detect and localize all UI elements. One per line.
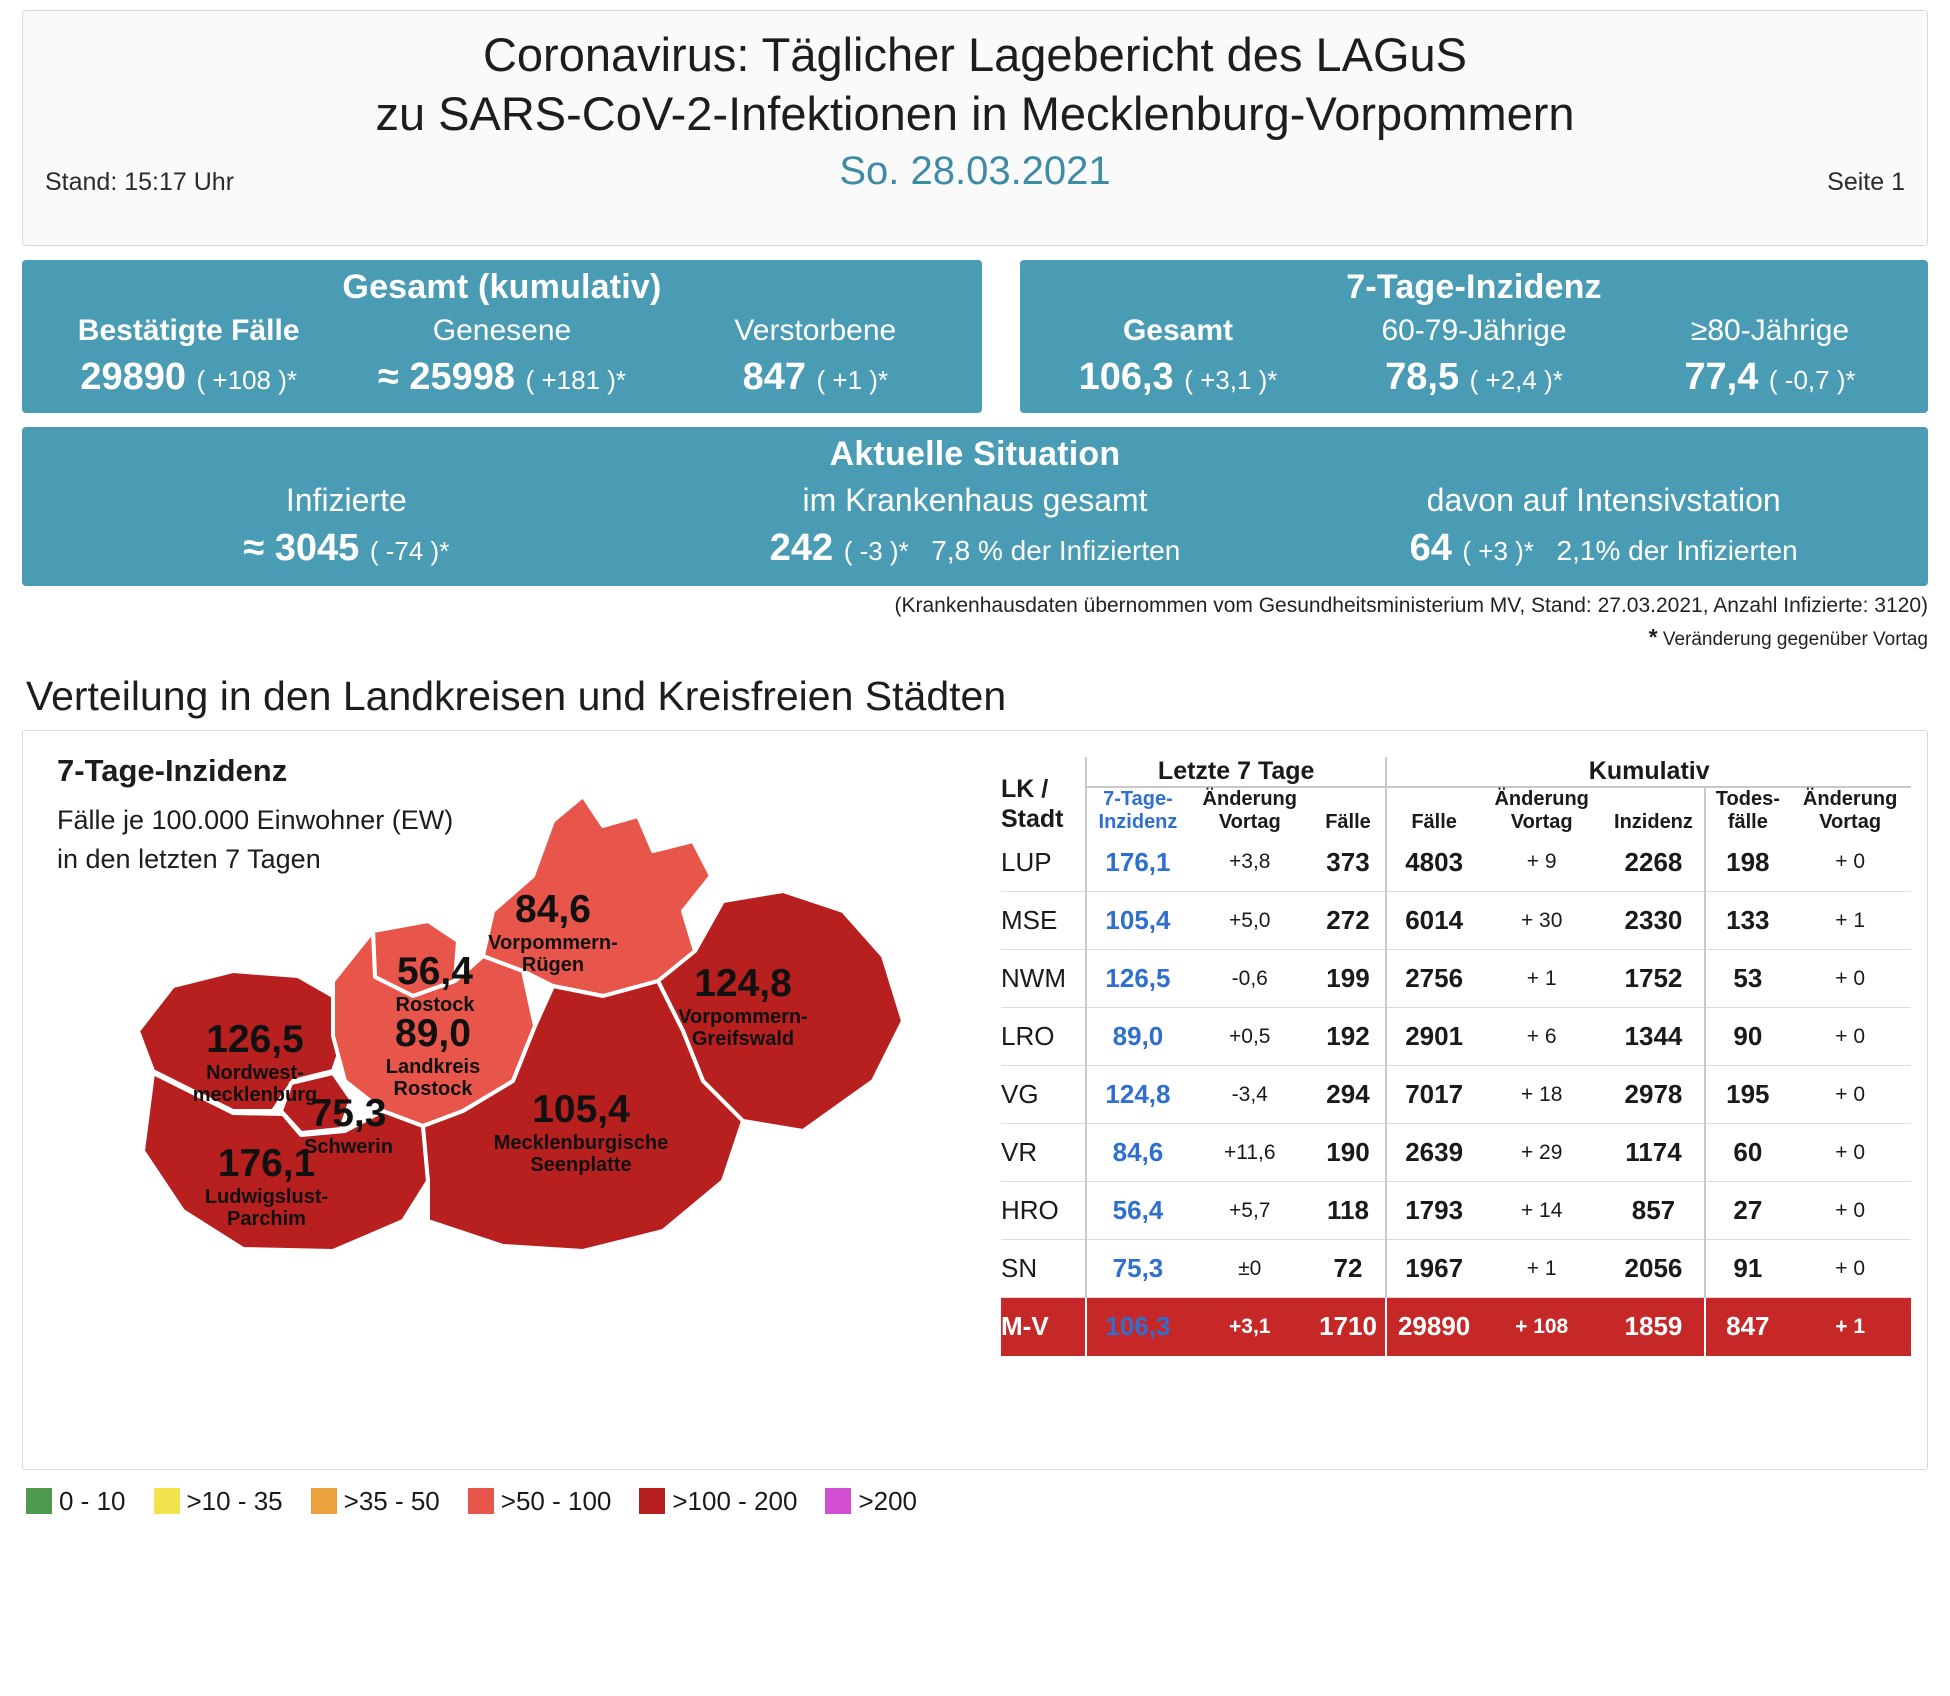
panel-aktuelle-situation <box>22 427 1928 586</box>
stat-label: Gesamt <box>1122 314 1234 347</box>
cell-delta2: + 29 <box>1520 1140 1563 1164</box>
cell-faelle-kum: 2639 <box>1386 1124 1480 1182</box>
table-row[interactable] <box>1001 1240 1911 1298</box>
cell-delta3: + 0 <box>1835 966 1866 990</box>
cell-todesfaelle: 195 <box>1705 1066 1789 1124</box>
map-label-name: Rostock <box>395 994 475 1017</box>
cell-faelle-kum: 29890 <box>1386 1298 1480 1356</box>
map-legend-sub-line2: in den letzten 7 Tagen <box>57 843 321 874</box>
cell-lk: VR <box>1001 1137 1038 1167</box>
cell-delta1: +3,1 <box>1189 1298 1311 1356</box>
map-panel <box>23 731 983 1469</box>
cell-faelle7: 199 <box>1326 963 1370 993</box>
stat-delta: ( +2,4 )* <box>1469 364 1563 395</box>
stat-label: Bestätigte Fälle <box>77 314 300 347</box>
cell-lk: SN <box>1001 1253 1038 1283</box>
cell-todesfaelle: 27 <box>1705 1182 1789 1240</box>
cell-delta1: +5,0 <box>1229 908 1271 932</box>
stat-delta: ( -74 )* <box>369 535 450 566</box>
map-label-name: Landkreis Rostock <box>385 1056 481 1101</box>
map-label-name: Nordwest- mecklenburg <box>192 1062 318 1107</box>
cell-lk: MSE <box>1001 905 1058 935</box>
footnote-asterisk <box>22 624 1928 651</box>
legend-item-1 <box>154 1486 283 1517</box>
stat-delta: ( +3 )* <box>1462 535 1534 566</box>
table-row[interactable] <box>1001 834 1911 892</box>
legend-swatch-icon <box>639 1488 665 1514</box>
stat-label: 60-79-Jährige <box>1381 314 1567 347</box>
cell-delta2: + 108 <box>1481 1298 1603 1356</box>
map-label-value: 105,4 <box>532 1087 630 1131</box>
cell-delta3: + 0 <box>1835 1198 1866 1222</box>
cell-inzidenz7: 176,1 <box>1086 834 1189 892</box>
cell-lk: LUP <box>1001 846 1052 877</box>
stat-value-wrap <box>659 356 972 399</box>
col-header-faelle-7t: Fälle <box>1325 810 1371 833</box>
stat-delta: ( +181 )* <box>525 364 627 395</box>
cell-todesfaelle: 53 <box>1705 950 1789 1008</box>
stat-inzidenz-gesamt <box>1030 311 1326 399</box>
col-header-aenderung-vortag-3: Änderung Vortag <box>1802 787 1898 833</box>
cell-todesfaelle: 847 <box>1705 1298 1789 1356</box>
legend-label: >10 - 35 <box>186 1485 283 1516</box>
table-row[interactable] <box>1001 1182 1911 1240</box>
map-label-name: Schwerin <box>304 1136 393 1159</box>
panel-inzidenz-title: 7-Tage-Inzidenz <box>1346 268 1602 306</box>
legend-swatch-icon <box>154 1488 180 1514</box>
legend-item-5 <box>825 1486 917 1517</box>
cell-inzidenz-kum: 1752 <box>1624 963 1683 993</box>
cell-delta1: +11,6 <box>1223 1140 1276 1164</box>
stat-value: ≈ 3045 <box>243 526 360 569</box>
cell-inzidenz-kum: 2330 <box>1624 905 1683 935</box>
report-timestamp: Stand: 15:17 Uhr <box>45 168 235 196</box>
cell-todesfaelle: 90 <box>1705 1008 1789 1066</box>
stat-bestaetigte-faelle <box>32 311 345 399</box>
cell-lk: LRO <box>1001 1021 1055 1051</box>
col-header-lk: LK / Stadt <box>1001 774 1064 833</box>
legend-swatch-icon <box>311 1488 337 1514</box>
color-legend <box>26 1486 1928 1517</box>
stat-value: 106,3 <box>1078 355 1174 398</box>
col-header-inzidenz-kumulativ: Inzidenz <box>1614 810 1693 833</box>
hospital-source-note: (Krankenhausdaten übernommen vom Gesundheitsministerium MV, Stand: 27.03.2021, Anzahl Infizierte: 3120) <box>894 593 1928 617</box>
legend-item-4 <box>639 1486 797 1517</box>
cell-faelle-kum: 2901 <box>1386 1008 1480 1066</box>
cell-delta2: + 30 <box>1520 908 1563 932</box>
cell-delta3: + 0 <box>1835 850 1866 874</box>
col-header-aenderung-vortag-2: Änderung Vortag <box>1494 787 1589 833</box>
cell-inzidenz-kum: 857 <box>1631 1195 1676 1225</box>
cell-inzidenz-kum: 2056 <box>1624 1253 1683 1283</box>
map-legend-sub-line1: Fälle je 100.000 Einwohner (EW) <box>57 804 454 835</box>
stat-delta: ( -0,7 )* <box>1768 364 1856 395</box>
col-header-faelle-kumulativ: Fälle <box>1386 787 1480 834</box>
cell-faelle-kum: 1793 <box>1386 1182 1480 1240</box>
stat-value-wrap <box>661 527 1290 570</box>
map-label-value: 56,4 <box>397 949 473 993</box>
col-group-letzte-7-tage: Letzte 7 Tage <box>1086 757 1386 787</box>
stat-value-wrap <box>1622 356 1918 399</box>
table-row[interactable] <box>1001 892 1911 950</box>
cell-faelle-kum: 7017 <box>1386 1066 1480 1124</box>
panel-aktuell-title: Aktuelle Situation <box>829 434 1121 473</box>
cell-inzidenz7: 106,3 <box>1086 1298 1189 1356</box>
stat-value: 78,5 <box>1385 355 1460 398</box>
stat-percent: 2,1% der Infizierten <box>1556 534 1798 566</box>
map-label-value: 126,5 <box>206 1017 304 1061</box>
cell-inzidenz7: 84,6 <box>1086 1124 1189 1182</box>
cell-delta1: +0,5 <box>1229 1024 1271 1048</box>
map-legend-title: 7-Tage-Inzidenz <box>57 752 288 788</box>
cell-delta1: +3,8 <box>1229 850 1271 874</box>
legend-label: 0 - 10 <box>59 1485 126 1516</box>
stat-genesene <box>345 311 658 399</box>
title-line-2: zu SARS-CoV-2-Infektionen in Mecklenburg-Vorpommern <box>375 87 1575 141</box>
stat-infizierte <box>32 482 661 570</box>
cell-todesfaelle: 60 <box>1705 1124 1789 1182</box>
stat-value: 77,4 <box>1684 355 1759 398</box>
stat-delta: ( +3,1 )* <box>1184 364 1278 395</box>
cell-inzidenz-kum: 2978 <box>1624 1079 1683 1109</box>
section-title-verteilung: Verteilung in den Landkreisen und Kreisfreien Städten <box>26 672 1007 719</box>
cell-inzidenz7: 56,4 <box>1086 1182 1189 1240</box>
cell-faelle7: 192 <box>1326 1021 1370 1051</box>
cell-delta1: +5,7 <box>1229 1198 1271 1222</box>
map-label-value: 176,1 <box>217 1141 316 1185</box>
stat-delta: ( -3 )* <box>843 535 909 566</box>
report-header <box>22 10 1928 246</box>
cell-delta2: + 9 <box>1526 850 1557 874</box>
cell-lk: M-V <box>1001 1298 1086 1356</box>
cell-delta1: -0,6 <box>1231 966 1268 990</box>
legend-swatch-icon <box>825 1488 851 1514</box>
cell-delta2: + 6 <box>1526 1024 1557 1048</box>
cell-faelle-kum: 6014 <box>1386 892 1480 950</box>
stat-value-wrap <box>1326 356 1622 399</box>
cell-inzidenz7: 89,0 <box>1086 1008 1189 1066</box>
stat-krankenhaus <box>661 482 1290 570</box>
stat-intensivstation <box>1289 482 1918 570</box>
legend-label: >100 - 200 <box>672 1485 798 1516</box>
legend-swatch-icon <box>26 1488 52 1514</box>
stat-value-wrap <box>1030 356 1326 399</box>
cell-delta3: + 0 <box>1835 1024 1866 1048</box>
cell-delta3: + 0 <box>1835 1256 1866 1280</box>
cell-delta1: ±0 <box>1238 1256 1262 1280</box>
stat-label: ≥80-Jährige <box>1690 314 1850 347</box>
cell-delta3: + 1 <box>1835 908 1866 932</box>
asterisk-icon: * <box>1648 623 1658 650</box>
cell-faelle7: 294 <box>1326 1079 1370 1109</box>
stat-verstorbene <box>659 311 972 399</box>
stat-value-wrap <box>32 527 661 570</box>
stat-inzidenz-60-79 <box>1326 311 1622 399</box>
panel-gesamt-title: Gesamt (kumulativ) <box>342 268 662 306</box>
cell-todesfaelle: 133 <box>1705 892 1789 950</box>
cell-inzidenz-kum: 2268 <box>1624 846 1683 877</box>
cell-lk: HRO <box>1001 1195 1059 1225</box>
stat-delta: ( +108 )* <box>196 364 297 395</box>
cell-inzidenz-kum: 1859 <box>1603 1298 1706 1356</box>
cell-delta1: -3,4 <box>1231 1082 1268 1106</box>
cell-delta2: + 18 <box>1520 1082 1563 1106</box>
table-sub-header-row <box>1001 787 1911 834</box>
district-table-panel <box>983 731 1927 1469</box>
district-table <box>1001 757 1911 1356</box>
map-label-name: Ludwigslust- Parchim <box>204 1186 329 1231</box>
table-row[interactable] <box>1001 1124 1911 1182</box>
table-body <box>1001 834 1911 1356</box>
cell-delta3: + 1 <box>1789 1298 1911 1356</box>
footnote-text: Veränderung gegenüber Vortag <box>1662 628 1928 650</box>
page-title <box>41 25 1909 143</box>
map-label-value: 75,3 <box>310 1091 387 1135</box>
cell-delta2: + 14 <box>1520 1198 1563 1222</box>
map-label-name: Vorpommern- Greifswald <box>678 1006 808 1051</box>
cell-faelle7: 190 <box>1326 1137 1370 1167</box>
table-group-header-row <box>1001 757 1911 787</box>
cell-delta3: + 0 <box>1835 1082 1866 1106</box>
summary-panels <box>22 260 1928 413</box>
stat-inzidenz-80plus <box>1622 311 1918 399</box>
mv-map-svg <box>83 781 973 1301</box>
table-row[interactable] <box>1001 1066 1911 1124</box>
cell-inzidenz7: 126,5 <box>1086 950 1189 1008</box>
cell-lk: VG <box>1001 1079 1039 1109</box>
table-row[interactable] <box>1001 950 1911 1008</box>
cell-faelle7: 118 <box>1327 1195 1369 1225</box>
cell-delta2: + 1 <box>1526 966 1557 990</box>
cell-faelle7: 1710 <box>1311 1298 1387 1356</box>
map-label-value: 89,0 <box>395 1011 471 1055</box>
legend-item-3 <box>468 1486 612 1517</box>
stat-label: Genesene <box>432 314 572 347</box>
stat-label: Verstorbene <box>734 314 897 347</box>
stat-delta: ( +1 )* <box>816 364 889 395</box>
legend-item-0 <box>26 1486 126 1517</box>
stat-value: 242 <box>769 526 834 569</box>
cell-inzidenz7: 75,3 <box>1086 1240 1189 1298</box>
stat-value: 64 <box>1409 526 1452 569</box>
cell-inzidenz7: 105,4 <box>1086 892 1189 950</box>
legend-swatch-icon <box>468 1488 494 1514</box>
cell-todesfaelle: 91 <box>1705 1240 1789 1298</box>
cell-todesfaelle: 198 <box>1705 834 1789 892</box>
cell-inzidenz-kum: 1344 <box>1624 1021 1683 1051</box>
legend-item-2 <box>311 1486 440 1517</box>
stat-percent: 7,8 % der Infizierten <box>931 534 1181 566</box>
panel-7-tage-inzidenz <box>1020 260 1928 413</box>
map-label-value: 84,6 <box>515 887 591 931</box>
cell-faelle7: 272 <box>1326 905 1370 935</box>
page-number: Seite 1 <box>1827 168 1905 196</box>
cell-faelle-kum: 1967 <box>1386 1240 1480 1298</box>
map-label-name: Vorpommern- Rügen <box>488 932 618 977</box>
table-row-total[interactable] <box>1001 1298 1911 1356</box>
cell-lk: NWM <box>1001 963 1066 993</box>
legend-label: >50 - 100 <box>500 1485 612 1516</box>
col-header-todesfaelle: Todes- fälle <box>1705 787 1789 834</box>
stat-label: Infizierte <box>285 481 407 518</box>
panel-gesamt-kumulativ <box>22 260 982 413</box>
cell-delta2: + 1 <box>1526 1256 1557 1280</box>
cell-faelle-kum: 4803 <box>1386 834 1480 892</box>
stat-value: 847 <box>742 355 806 398</box>
stat-label: im Krankenhaus gesamt <box>802 481 1148 518</box>
stat-value-wrap <box>345 356 658 399</box>
map-graphic <box>83 781 973 1461</box>
stat-value: 29890 <box>80 355 186 398</box>
table-row[interactable] <box>1001 1008 1911 1066</box>
title-line-1: Coronavirus: Täglicher Lagebericht des LAGuS <box>482 28 1468 81</box>
legend-label: >200 <box>858 1485 918 1516</box>
legend-label: >35 - 50 <box>343 1485 440 1516</box>
col-header-inzidenz-7t: 7-Tage- Inzidenz <box>1086 787 1189 834</box>
report-date: So. 28.03.2021 <box>839 149 1111 194</box>
map-and-table-container <box>22 730 1928 1470</box>
cell-faelle7: 373 <box>1326 846 1370 877</box>
col-header-aenderung-vortag-1: Änderung Vortag <box>1202 787 1297 833</box>
map-label-name: Mecklenburgische Seenplatte <box>493 1132 669 1177</box>
cell-faelle-kum: 2756 <box>1386 950 1480 1008</box>
stat-label: davon auf Intensivstation <box>1426 481 1781 518</box>
cell-inzidenz-kum: 1174 <box>1625 1137 1682 1167</box>
cell-inzidenz7: 124,8 <box>1086 1066 1189 1124</box>
col-group-kumulativ: Kumulativ <box>1386 757 1911 787</box>
stat-value: ≈ 25998 <box>377 355 516 398</box>
stat-value-wrap <box>1289 527 1918 570</box>
cell-delta3: + 0 <box>1835 1140 1866 1164</box>
map-label-value: 124,8 <box>694 961 792 1005</box>
cell-faelle7: 72 <box>1333 1253 1363 1283</box>
stat-value-wrap <box>32 356 345 399</box>
